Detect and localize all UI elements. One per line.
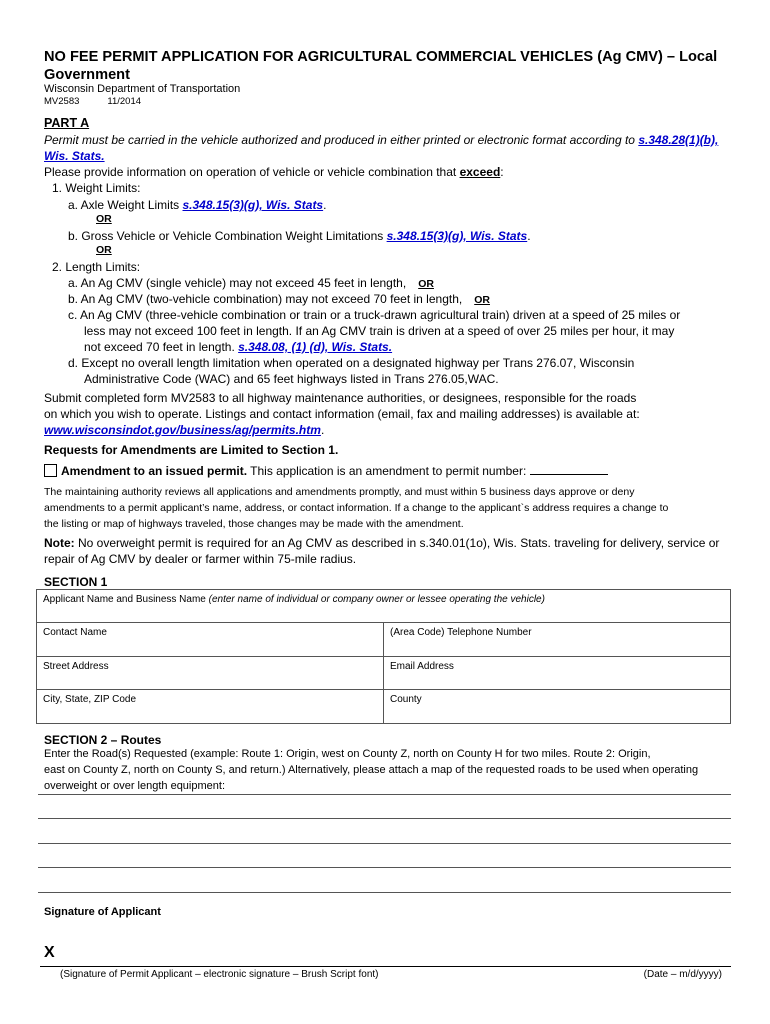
length-b [68,291,490,308]
note-text: No overweight permit is required for an Ag CMV as described in s.340.01(1o), Wis. Stats. traveling for delivery, service or [74,536,720,550]
contact-name-field[interactable]: Contact Name [43,627,107,638]
length-c-text: not exceed 70 feet in length. [84,340,239,354]
form-title: NO FEE PERMIT APPLICATION FOR AGRICULTURAL COMMERCIAL VEHICLES (Ag CMV) – Local Government [44,49,718,83]
weight-a-end: . [323,198,327,212]
form-number: MV2583 [44,96,80,107]
route-line[interactable] [38,867,731,868]
telephone-field[interactable]: (Area Code) Telephone Number [383,623,730,656]
city-row [36,690,731,724]
submit-end: . [320,423,325,437]
signature-x-mark: X [44,944,55,961]
length-a [68,275,434,292]
email-field[interactable]: Email Address [383,657,730,689]
submit-line2: on which you wish to operate. Listings and contact information (email, fax and mailing addresses) is available at: [44,407,640,421]
provide-text: Please provide information on operation of vehicle or vehicle combination that [44,165,460,179]
length-c-link[interactable]: s.348.08, (1) (d), Wis. Stats. [238,340,393,354]
amendment-checkbox[interactable] [44,464,57,477]
permit-number-field[interactable] [530,464,608,475]
city-state-zip-field[interactable]: City, State, ZIP Code [43,694,137,705]
length-b-text: b. An Ag CMV (two-vehicle combination) may not exceed 70 feet in length, [68,292,463,306]
section1-heading: SECTION 1 [44,575,108,589]
form-date: 11/2014 [107,96,142,107]
or-label: OR [418,278,434,290]
review-line3: the listing or map of highways traveled, those changes may be made with the amendment. [44,518,464,530]
review-line1: The maintaining authority reviews all applications and amendments promptly, and must within 5 business days approve or deny [44,486,635,498]
street-address-field[interactable]: Street Address [43,661,109,672]
provide-exceed: exceed [459,165,501,179]
section2-line3: overweight or over length equipment: [44,780,225,792]
route-line[interactable] [38,794,731,795]
weight-a-link[interactable]: s.348.15(3)(g), Wis. Stats [182,198,324,212]
review-line2: amendments to a permit applicant’s name, address, or contact information. If a change to the applicant`s address requires a change to [44,502,669,514]
amendment-limit: Requests for Amendments are Limited to Section 1. [44,443,339,457]
weight-heading: 1. Weight Limits: [52,181,141,195]
signature-caption: (Signature of Permit Applicant – electronic signature – Brush Script font) [60,969,379,980]
length-d-line2: Administrative Code (WAC) and 65 feet highways listed in Trans 276.05,WAC. [84,372,499,386]
note-line1 [44,535,719,551]
length-c-line3 [84,339,392,355]
signature-line[interactable] [40,966,731,967]
weight-b-end: . [527,229,531,243]
submit-line1: Submit completed form MV2583 to all highway maintenance authorities, or designees, responsible for the roads [44,391,637,405]
applicant-hint: (enter name of individual or company owner or lessee operating the vehicle) [208,594,545,605]
county-field[interactable]: County [383,690,730,723]
weight-a [68,197,326,213]
agency-name: Wisconsin Department of Transportation [44,83,241,95]
length-d-line1: d. Except no overall length limitation when operated on a designated highway per Trans 276.07, Wisconsin [68,356,635,370]
permits-website-link[interactable]: www.wisconsindot.gov/business/ag/permits.htm [44,423,321,437]
weight-b [68,228,531,244]
route-line[interactable] [38,818,731,819]
carry-notice [44,132,734,164]
carry-statute-link[interactable]: s.348.28(1)(b), Wis. Stats. [44,133,719,163]
contact-row [36,623,731,657]
section2-heading: SECTION 2 – Routes [44,733,162,747]
carry-text: Permit must be carried in the vehicle authorized and produced in either printed or electronic format according to [44,133,639,147]
note-line2: repair of Ag CMV by dealer or farmer within 75-mile radius. [44,552,357,566]
form-id [44,96,141,107]
or-label: OR [474,294,490,306]
applicant-name-field[interactable] [36,589,731,623]
signature-label: Signature of Applicant [44,906,161,918]
amendment-text: This application is an amendment to permit number: [247,464,530,478]
provide-info [44,164,504,180]
applicant-name-label [37,590,730,622]
weight-b-link[interactable]: s.348.15(3)(g), Wis. Stats [386,229,528,243]
section2-line1: Enter the Road(s) Requested (example: Route 1: Origin, west on County Z, north on County H for two miles. Route 2: Origin, [44,748,651,760]
date-caption: (Date – m/d/yyyy) [643,969,722,980]
note-label: Note: [44,536,75,550]
route-line[interactable] [38,843,731,844]
or-label: OR [96,244,112,256]
applicant-label-text: Applicant Name and Business Name [43,594,209,605]
length-c-line2: less may not exceed 100 feet in length. If an Ag CMV train is driven at a speed of over 25 miles per hour, it may [84,324,675,338]
amendment-label: Amendment to an issued permit. [61,464,248,478]
route-line[interactable] [38,892,731,893]
weight-a-text: a. Axle Weight Limits [68,198,183,212]
provide-colon: : [500,165,504,179]
weight-b-text: b. Gross Vehicle or Vehicle Combination Weight Limitations [68,229,387,243]
amendment-row [44,463,608,479]
address-row [36,657,731,690]
length-c-line1: c. An Ag CMV (three-vehicle combination or train or a truck-drawn agricultural train) driven at a speed of 25 miles or [68,308,681,322]
part-a-heading: PART A [44,116,90,130]
section2-line2: east on County Z, north on County S, and return.) Alternatively, please attach a map of the requested roads to be used when operating [44,764,699,776]
or-label: OR [96,213,112,225]
length-heading: 2. Length Limits: [52,260,141,274]
length-a-text: a. An Ag CMV (single vehicle) may not exceed 45 feet in length, [68,276,407,290]
submit-line3 [44,422,324,438]
